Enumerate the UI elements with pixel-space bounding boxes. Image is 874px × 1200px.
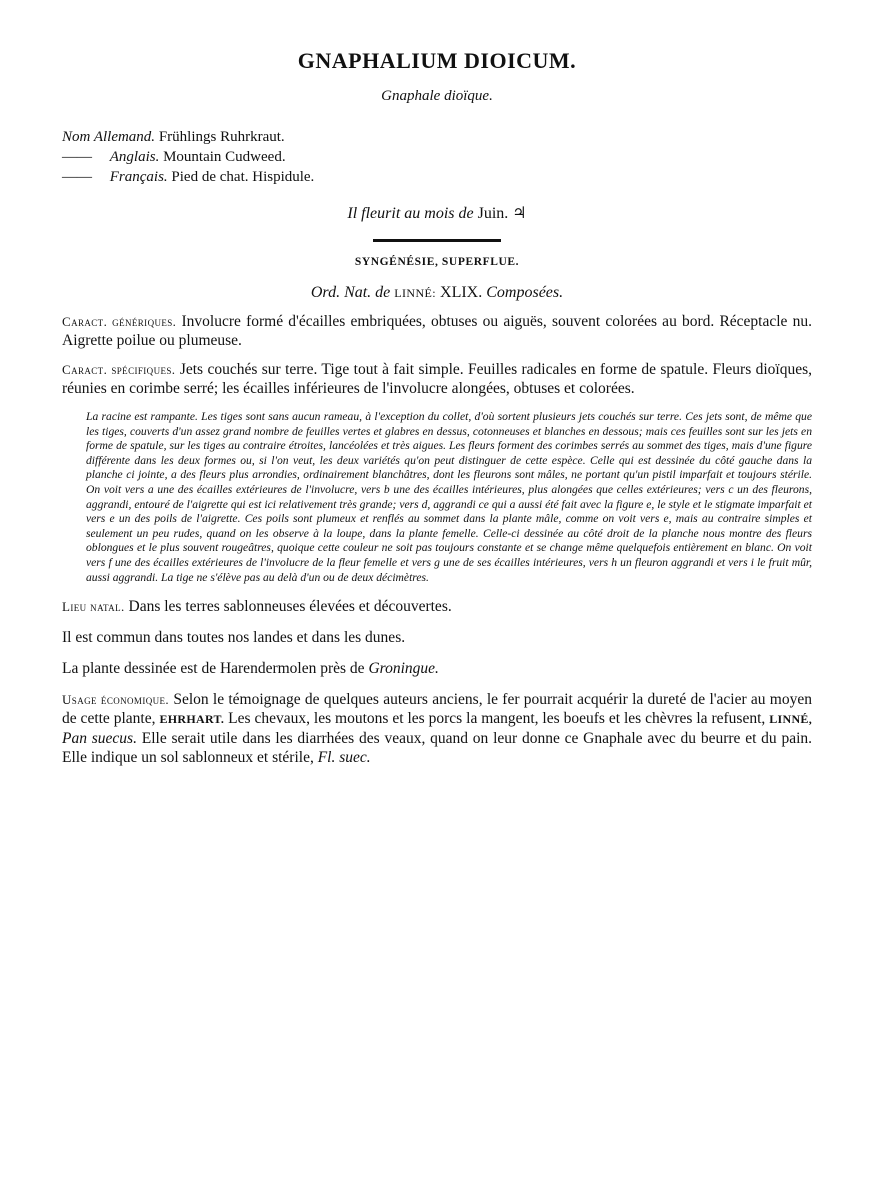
divider — [373, 239, 501, 242]
usage-ref-1: Pan suecus. — [62, 730, 137, 748]
origin-text: La plante dessinée est de Harendermolen près de — [62, 660, 365, 678]
section-heading: Lieu natal. — [62, 599, 125, 615]
usage-author-2: LINNÉ, — [769, 712, 813, 727]
flowering-text: Il fleurit au mois de — [347, 205, 474, 222]
classification: SYNGÉNÉSIE, SUPERFLUE. — [354, 256, 520, 268]
specific-characters — [62, 360, 812, 398]
usage-text-2: Les chevaux, les moutons et les porcs la mangent, les boeufs et les chèvres la refusent, — [228, 710, 766, 728]
section-heading: Usage économique. — [62, 692, 170, 708]
name-label: Français. — [109, 169, 168, 185]
name-english — [62, 147, 812, 167]
usage-text-3: Elle serait utile dans les diarrhées des veaux, quand on leur donne ce Gnaphale avec du beurre et du pain. Elle indique un sol sablonneux et stérile, — [62, 730, 813, 767]
distribution: Il est commun dans toutes nos landes et dans les dunes. — [62, 629, 406, 647]
name-label: Nom Allemand. — [62, 129, 156, 145]
usage-ref-2: Fl. suec. — [317, 749, 371, 767]
perennial-symbol-icon: ♃ — [512, 205, 527, 222]
dash-rule: —— — [62, 169, 92, 185]
common-names — [62, 127, 812, 187]
name-value: Mountain Cudweed. — [163, 149, 286, 165]
specimen-origin — [62, 660, 812, 678]
name-label: Anglais. — [109, 149, 160, 165]
description-paragraph: La racine est rampante. Les tiges sont sans aucun rameau, à l'exception du collet, d'où sortent plusieurs jets couchés sur terre. Ces jets sont, de même que les tiges, couverts d'un assez grand nombre de feuilles vertes et glabres en dessus, cotonneuses et blanches en dessous; mais ces feuilles sont sur les jets en forme de spatule, sur les tiges au contraire étroites, lancéolées et très aigues. Les fleurs forment des corimbes serrés au sommet des tiges, mais d'une figure différente dans les deux formes ou, si l'on veut, les deux variétés qu'on peut distinguer de cette espèce. Celle qui est dessinée du côté gauche dans la planche ci jointe, a des fleurs plus arrondies, ordinairement blanchâtres, dont les fleurons sont mâles, ne portant qu'un pistil imparfait et toujours stérile. On voit vers a une des écailles extérieures de l'involucre, vers b une des écailles intérieures, plus alongées que celles extérieures; vers c un des fleurons, aggrandi, entouré de l'aigrette qui est ici relativement très grande; vers d, aggrandi ce qui a aussi été fait avec la figure e, le style et le stigmate imparfait et vers e un des poils de l'aigrette. Ces poils sont plumeux et renflés au sommet dans la plante mâle, comme on voit vers e, mais au contraire simples et seulement un peu rudes, quand on les observe à la loupe, dans la plante femelle. Celle-ci dessinée au côté droit de la planche nous montre des fleurs oblongues et le plus souvent rougeâtres, quoique cette couleur ne soit pas toujours constante et se change même quelquefois entièrement en blanc. On voit vers f une des écailles extérieures de l'involucre de la fleur femelle et vers g une de ses écailles intérieures, vers h un fleuron aggrandi et vers i le fruit mûr, aussi aggrandi. La tige ne s'élève pas au delà d'un ou de deux décimètres. — [86, 410, 812, 584]
dash-rule: —— — [62, 149, 92, 165]
order-prefix: Ord. Nat. de — [310, 284, 391, 301]
section-text: Jets couchés sur terre. Tige tout à fait simple. Feuilles radicales en forme de spatule. Fleurs dioïques, réunies en corimbe serré; les écailles inférieures de l'involucre alongées, obtuses et colorées. — [62, 361, 813, 397]
usage-text-1: Selon le témoignage de quelques auteurs anciens, le fer pourrait acquérir la dureté de l'acier au moyen de cette plante, — [62, 691, 812, 728]
name-french — [62, 167, 812, 187]
economic-usage — [62, 690, 812, 767]
habitat — [62, 598, 812, 616]
flowering-month: Juin. — [477, 205, 509, 222]
name-value: Pied de chat. Hispidule. — [171, 169, 315, 185]
flowering-line — [62, 203, 812, 223]
name-german — [62, 127, 812, 147]
natural-order — [62, 284, 812, 302]
section-heading: Caract. génériques. — [62, 314, 177, 329]
name-value: Frühlings Ruhrkraut. — [158, 129, 285, 145]
order-number: XLIX. — [440, 284, 483, 301]
usage-author-1: EHRHART. — [159, 712, 225, 727]
generic-characters — [62, 312, 812, 350]
section-heading: Caract. spécifiques. — [62, 362, 176, 377]
page-title: GNAPHALIUM DIOICUM. — [297, 48, 577, 73]
subtitle: Gnaphale dioïque. — [381, 88, 493, 104]
order-author: LINNÉ: — [394, 286, 437, 300]
section-text: Involucre formé d'écailles embriquées, obtuses ou aiguës, souvent colorées au bord. Réceptacle nu. Aigrette poilue ou plumeuse. — [62, 313, 812, 349]
section-text: Dans les terres sablonneuses élevées et découvertes. — [128, 598, 452, 616]
origin-place: Groningue. — [368, 660, 439, 678]
order-family: Composées. — [486, 284, 564, 301]
